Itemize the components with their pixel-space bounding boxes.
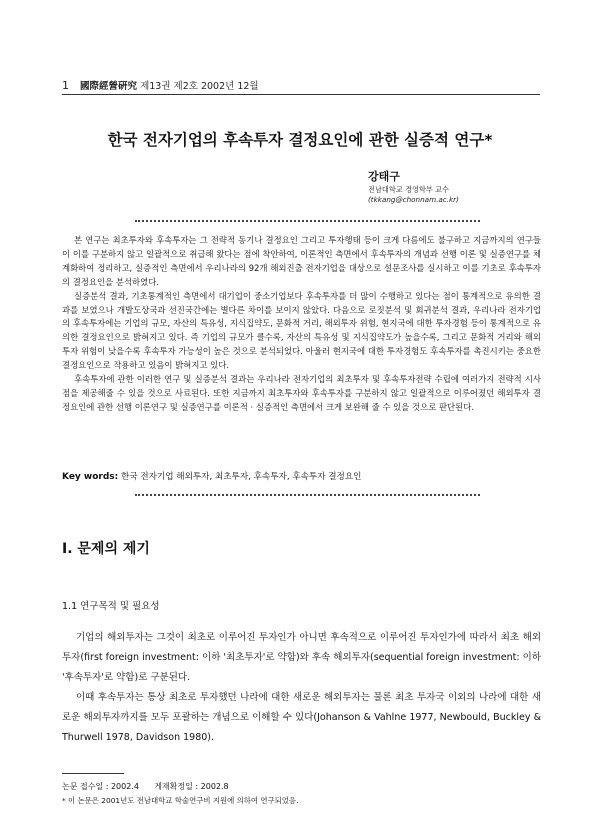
abstract-bottom-divider xyxy=(135,494,480,496)
body-paragraph: 기업의 해외투자는 그것이 최초로 이루어진 투자인가 아니면 후속적으로 이루어진 투자인가에 따라서 최초 해외투자(first foreign investment: 이하 '최초투자'로 약함)와 후속 해외투자(sequential foreign investment: 이하 '후속투자'로 약함)로 구분된다. xyxy=(62,632,541,683)
section-heading: Ⅰ. 문제의 제기 xyxy=(62,541,150,557)
journal-name: 國際經營硏究 xyxy=(80,81,138,92)
header-rule xyxy=(62,94,540,95)
subsection-heading: 1.1 연구목적 및 필요성 xyxy=(62,601,160,612)
paper-title: 한국 전자기업의 후속투자 결정요인에 관한 실증적 연구* xyxy=(107,131,493,149)
keywords xyxy=(62,470,361,482)
keywords-label: Key words: xyxy=(62,472,119,482)
author-affiliation: 전남대학교 경영학부 교수 xyxy=(368,185,449,194)
keywords-text: 한국 전자기업 해외투자, 최초투자, 후속투자, 후속투자 결정요인 xyxy=(121,472,362,482)
abstract-top-divider xyxy=(135,220,480,222)
abstract-paragraph: 본 연구는 최초투자와 후속투자는 그 전략적 동기나 결정요인 그리고 투자행태 등이 크게 다름에도 불구하고 지금까지의 연구들이 이를 구분하지 않고 일괄적으로 취급해 왔다는 점에 착안하여, 이론적인 측면에서 후속투자의 개념과 선행 이론 및 실증연구를 체계화하여 정리하고, 실증적인 측면에서 우리나라의 92개 해외진출 전자기업을 대상으로 설문조사를 실시하고 이를 기초로 후속투자의 결정요인을 분석하였다. xyxy=(62,235,541,287)
body-paragraph: 이때 후속투자는 통상 최초로 투자했던 나라에 대한 새로운 해외투자는 물론 최초 투자국 이외의 나라에 대한 새로운 해외투자까지를 모두 포괄하는 개념으로 이해할 수 있다(Johanson & Vahlne 1977, Newbould, Buckley & Thurwell 1978, Davidson 1980). xyxy=(62,692,541,743)
footnote-dates: 논문 접수일 : 2002.4 게재확정일 : 2002.8 xyxy=(62,782,229,791)
body-text xyxy=(62,628,541,748)
footnote-rule xyxy=(62,773,124,774)
abstract-paragraph: 실증분석 결과, 기초통계적인 측면에서 대기업이 중소기업보다 후속투자를 더 많이 수행하고 있다는 점이 통계적으로 유의한 결과를 보였으나 개발도상국과 선진국간에는 별다른 차이를 보이지 않았다. 다음으로 로짓분석 및 회귀분석 결과, 우리나라 전자기업의 후속투자에는 기업의 규모, 자산의 특유성, 지식집약도, 문화적 거리, 해외투자 위험, 현지국에 대한 투자경험 등이 통계적으로 유의한 결정요인으로 밝혀지고 있다. 즉 기업의 규모가 클수록, 자산의 특유성 및 지식집약도가 높을수록, 그리고 문화적 거리와 해외투자 위험이 낮을수록 후속투자 가능성이 높은 것으로 분석되었다. 아울러 현지국에 대한 투자경험도 후속투자를 촉진시키는 중요한 결정요인으로 작용하고 있음이 밝혀지고 있다. xyxy=(62,290,541,371)
footnote-note: * 이 논문은 2001년도 전남대학교 학술연구비 지원에 의하여 연구되었음. xyxy=(62,796,299,805)
page-number: 1 xyxy=(62,79,69,92)
abstract xyxy=(62,234,541,415)
abstract-paragraph: 후속투자에 관한 이러한 연구 및 실증분석 결과는 우리나라 전자기업의 최초투자 및 후속투자전략 수립에 여러가지 전략적 시사점을 제공해줄 수 있을 것으로 사료된다. 또한 지금까지 최초투자와 후속투자를 구분하지 않고 일괄적으로 이루어졌던 해외투자 결정요인에 관한 선행 이론연구 및 실증연구를 이론적 · 실증적인 측면에서 크게 보완해 줄 수 있을 것으로 판단된다. xyxy=(62,374,541,412)
author-name: 강태구 xyxy=(368,170,400,183)
author-email: (tkkang@chonnam.ac.kr) xyxy=(368,195,459,204)
running-header xyxy=(62,78,259,92)
journal-volume: 제13권 제2호 2002년 12월 xyxy=(140,81,259,92)
